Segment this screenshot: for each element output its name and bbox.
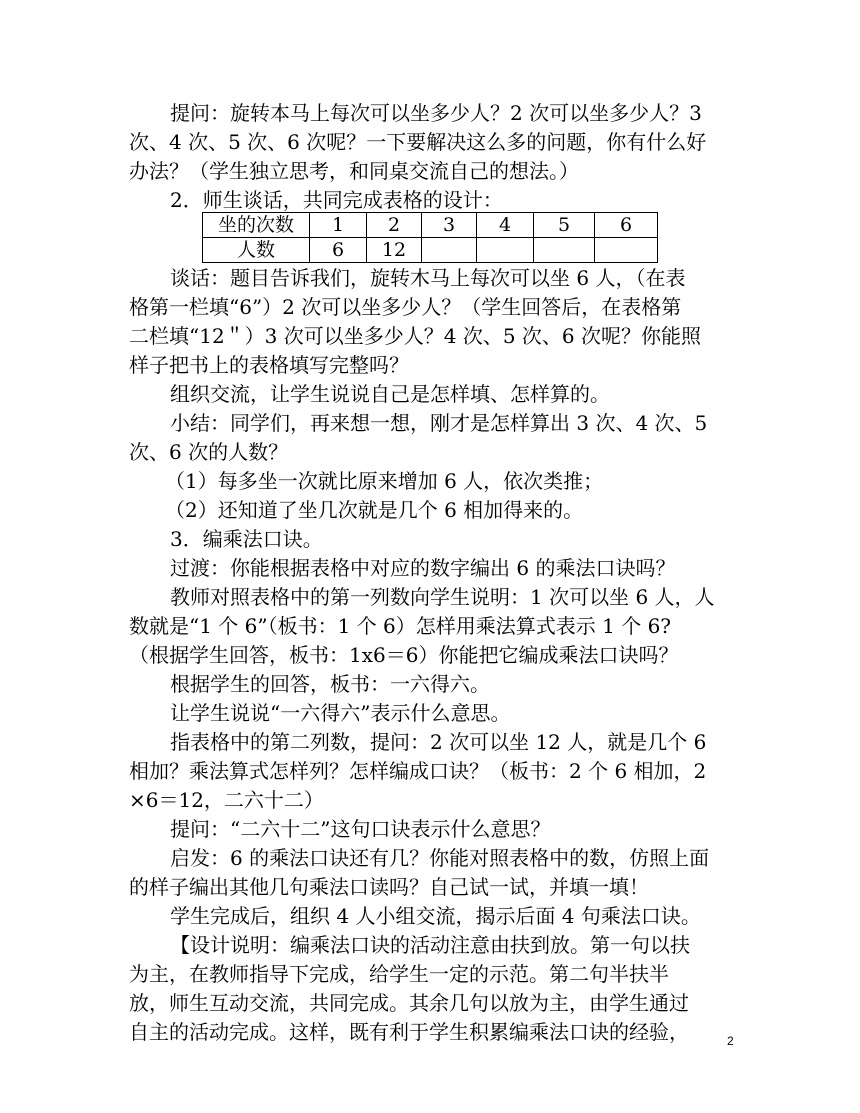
- paragraph-line: 【设计说明：编乘法口诀的活动注意由扶到放。第一句以扶: [170, 933, 690, 957]
- count-table: [202, 212, 658, 263]
- paragraph-line: 教师对照表格中的第一列数向学生说明：1 次可以坐 6 人，人: [170, 585, 715, 609]
- paragraph-line: 让学生说说“一六得六”表示什么意思。: [170, 701, 511, 725]
- list-item: （2）还知道了坐几次就是几个 6 相加得来的。: [165, 498, 584, 522]
- paragraph-line: 样子把书上的表格填写完整吗？: [129, 353, 409, 377]
- paragraph-line: 启发：6 的乘法口诀还有几？你能对照表格中的数，仿照上面: [170, 846, 710, 870]
- table-cell: 人数: [203, 238, 310, 263]
- table-row: [203, 213, 658, 238]
- table-cell: [422, 238, 477, 263]
- table-cell: [595, 238, 658, 263]
- table-cell: 2: [367, 213, 422, 238]
- paragraph-line: 组织交流，让学生说说自己是怎样填、怎样算的。: [170, 382, 610, 406]
- paragraph-line: 相加？乘法算式怎样列？怎样编成口诀？（板书：2 个 6 相加，2: [129, 759, 707, 783]
- table-cell: 6: [310, 238, 367, 263]
- paragraph-line: 二栏填“12＂）3 次可以坐多少人？4 次、5 次、6 次呢？你能照: [129, 324, 702, 348]
- paragraph-line: 为主，在教师指导下完成，给学生一定的示范。第二句半扶半: [129, 962, 669, 986]
- paragraph-line: 提问：旋转本马上每次可以坐多少人？2 次可以坐多少人？3: [170, 101, 702, 125]
- table-cell: 4: [477, 213, 534, 238]
- paragraph-line: 次、6 次的人数？: [129, 440, 289, 464]
- table-cell: 6: [595, 213, 658, 238]
- table-row: [203, 238, 658, 263]
- paragraph-line: 指表格中的第二列数，提问：2 次可以坐 12 人，就是几个 6: [170, 730, 707, 754]
- table-cell: 12: [367, 238, 422, 263]
- paragraph-line: 提问：“二六十二”这句口诀表示什么意思？: [170, 817, 551, 841]
- section-heading: 2．师生谈话，共同完成表格的设计：: [170, 188, 503, 212]
- paragraph-line: （根据学生回答，板书：1x6＝6）你能把它编成乘法口诀吗？: [129, 643, 679, 667]
- paragraph-line: 过渡：你能根据表格中对应的数字编出 6 的乘法口诀吗？: [170, 556, 676, 580]
- paragraph-line: 办法？（学生独立思考，和同桌交流自己的想法。）: [129, 159, 579, 183]
- table-cell: [534, 238, 595, 263]
- table-cell: 3: [422, 213, 477, 238]
- paragraph-line: 次、4 次、5 次、6 次呢？一下要解决这么多的问题，你有什么好: [129, 130, 707, 154]
- table-cell: 1: [310, 213, 367, 238]
- paragraph-line: 小结：同学们，再来想一想，刚才是怎样算出 3 次、4 次、5: [170, 411, 708, 435]
- paragraph-line: 自主的活动完成。这样，既有利于学生积累编乘法口诀的经验，: [129, 1020, 689, 1044]
- paragraph-line: 格第一栏填“6”）2 次可以坐多少人？（学生回答后，在表格第: [129, 295, 682, 319]
- paragraph-line: ×6＝12，二六十二）: [129, 788, 324, 812]
- page-number: 2: [727, 1034, 734, 1048]
- paragraph-line: 数就是“1 个 6”（板书：1 个 6）怎样用乘法算式表示 1 个 6?: [129, 614, 672, 638]
- list-item: （1）每多坐一次就比原来增加 6 人，依次类推；: [165, 469, 604, 493]
- section-heading: 3．编乘法口诀。: [170, 527, 323, 551]
- paragraph-line: 谈话：题目告诉我们，旋转木马上每次可以坐 6 人，（在表: [170, 266, 686, 290]
- paragraph-line: 放，师生互动交流，共同完成。其余几句以放为主，由学生通过: [129, 991, 689, 1015]
- paragraph-line: 根据学生的回答，板书：一六得六。: [170, 672, 490, 696]
- table-cell: [477, 238, 534, 263]
- table-cell: 5: [534, 213, 595, 238]
- paragraph-line: 学生完成后，组织 4 人小组交流，揭示后面 4 句乘法口诀。: [170, 904, 701, 928]
- table-cell: 坐的次数: [203, 213, 310, 238]
- paragraph-line: 的样子编出其他几句乘法口读吗？自己试一试，并填一填！: [129, 875, 649, 899]
